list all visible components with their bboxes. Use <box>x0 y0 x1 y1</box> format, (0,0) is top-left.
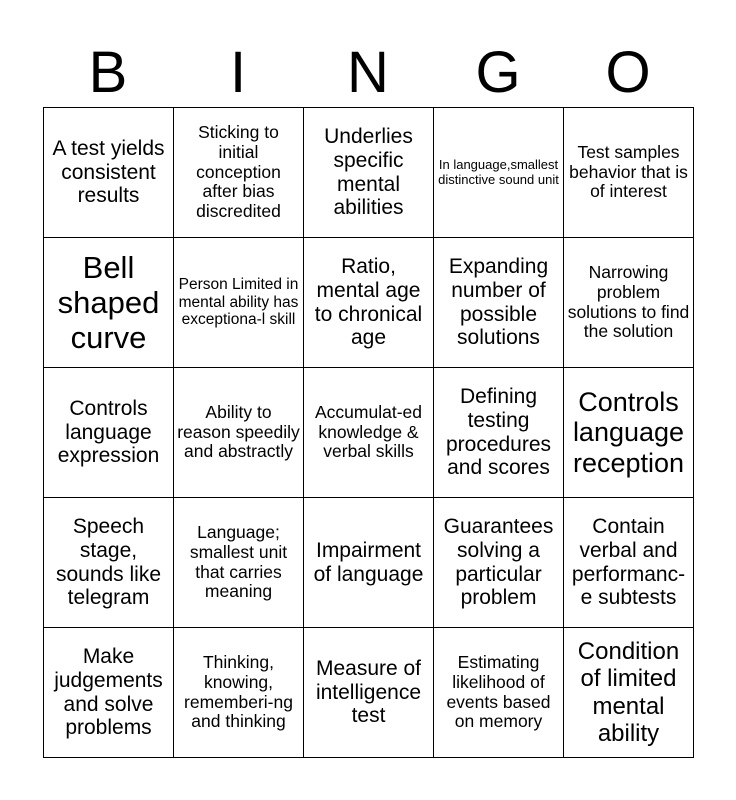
bingo-cell[interactable]: Sticking to initial conception after bias discredited <box>174 108 304 238</box>
bingo-row <box>44 628 694 758</box>
bingo-cell[interactable]: Accumulat-ed knowledge & verbal skills <box>304 368 434 498</box>
bingo-row <box>44 498 694 628</box>
bingo-cell[interactable]: Ability to reason speedily and abstractly <box>174 368 304 498</box>
bingo-cell[interactable]: Language; smallest unit that carries meaning <box>174 498 304 628</box>
bingo-cell[interactable]: Speech stage, sounds like telegram <box>44 498 174 628</box>
bingo-cell[interactable]: Controls language reception <box>564 368 694 498</box>
header-letter-i: I <box>229 40 247 105</box>
bingo-cell[interactable]: Expanding number of possible solutions <box>434 238 564 368</box>
bingo-card-grid <box>43 107 694 758</box>
bingo-cell[interactable]: A test yields consistent results <box>44 108 174 238</box>
bingo-cell[interactable]: In language,smallest distinctive sound unit <box>434 108 564 238</box>
bingo-cell[interactable]: Test samples behavior that is of interest <box>564 108 694 238</box>
bingo-cell[interactable]: Defining testing procedures and scores <box>434 368 564 498</box>
bingo-cell[interactable]: Bell shaped curve <box>44 238 174 368</box>
bingo-cell[interactable]: Contain verbal and performanc-e subtests <box>564 498 694 628</box>
bingo-cell[interactable]: Controls language expression <box>44 368 174 498</box>
header-letter-g: G <box>475 40 521 105</box>
bingo-row <box>44 368 694 498</box>
bingo-cell[interactable]: Thinking, knowing, rememberi-ng and thinking <box>174 628 304 758</box>
bingo-row <box>44 108 694 238</box>
bingo-row <box>44 238 694 368</box>
bingo-cell[interactable]: Make judgements and solve problems <box>44 628 174 758</box>
header-letter-o: O <box>605 40 651 105</box>
bingo-header <box>43 42 693 104</box>
bingo-cell[interactable]: Estimating likelihood of events based on memory <box>434 628 564 758</box>
header-letter-b: B <box>88 40 128 105</box>
bingo-cell[interactable]: Guarantees solving a particular problem <box>434 498 564 628</box>
bingo-cell[interactable]: Narrowing problem solutions to find the solution <box>564 238 694 368</box>
bingo-cell[interactable]: Condition of limited mental ability <box>564 628 694 758</box>
header-letter-n: N <box>347 40 389 105</box>
bingo-cell[interactable]: Ratio, mental age to chronical age <box>304 238 434 368</box>
bingo-cell[interactable]: Person Limited in mental ability has exceptiona-l skill <box>174 238 304 368</box>
bingo-cell[interactable]: Impairment of language <box>304 498 434 628</box>
bingo-cell[interactable]: Measure of intelligence test <box>304 628 434 758</box>
bingo-cell[interactable]: Underlies specific mental abilities <box>304 108 434 238</box>
